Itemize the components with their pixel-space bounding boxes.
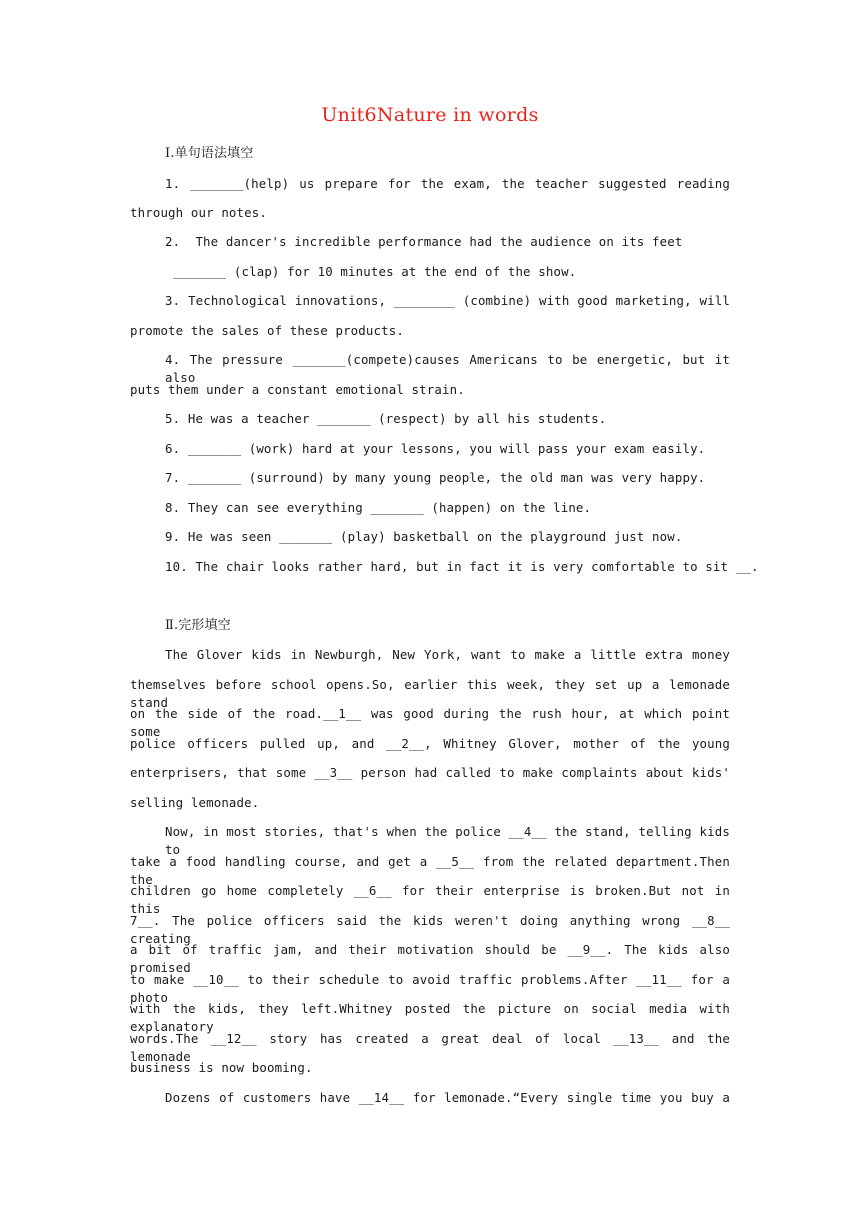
passage-line: business is now booming. [130, 1060, 313, 1075]
question-line: 10. The chair looks rather hard, but in fact it is very comfortable to sit __. [165, 559, 759, 574]
question-line: 9. He was seen _______ (play) basketball on the playground just now. [165, 529, 683, 544]
section-heading-cloze: Ⅱ.完形填空 [165, 618, 231, 633]
question-line: promote the sales of these products. [130, 323, 404, 338]
page-title: Unit6Nature in words [321, 104, 539, 126]
passage-line: selling lemonade. [130, 795, 260, 810]
passage-line: themselves before school opens.So, earlier this week, they set up a lemonade stand [130, 677, 730, 710]
section-heading-grammar: Ⅰ.单句语法填空 [165, 146, 254, 161]
question-line: 4. The pressure _______(compete)causes Americans to be energetic, but it also [165, 352, 730, 385]
passage-line: 7__. The police officers said the kids weren't doing anything wrong __8__ creating [130, 913, 730, 946]
passage-line: with the kids, they left.Whitney posted the picture on social media with explanatory [130, 1001, 730, 1034]
question-line: 6. _______ (work) hard at your lessons, you will pass your exam easily. [165, 441, 706, 456]
passage-line: Now, in most stories, that's when the police __4__ the stand, telling kids to [165, 824, 730, 857]
passage-line: Dozens of customers have __14__ for lemonade.“Every single time you buy a [165, 1090, 730, 1105]
question-line: 7. _______ (surround) by many young people, the old man was very happy. [165, 470, 706, 485]
question-line: 1. _______(help) us prepare for the exam, the teacher suggested reading [165, 176, 730, 191]
question-line: 3. Technological innovations, ________ (combine) with good marketing, will [165, 293, 730, 308]
passage-line: children go home completely __6__ for their enterprise is broken.But not in this [130, 883, 730, 916]
passage-line: to make __10__ to their schedule to avoid traffic problems.After __11__ for a photo [130, 972, 730, 1005]
passage-line: on the side of the road.__1__ was good during the rush hour, at which point some [130, 706, 730, 739]
passage-line: a bit of traffic jam, and their motivation should be __9__. The kids also promised [130, 942, 730, 975]
question-line: puts them under a constant emotional strain. [130, 382, 465, 397]
passage-line: take a food handling course, and get a __5__ from the related department.Then the [130, 854, 730, 887]
passage-line: The Glover kids in Newburgh, New York, want to make a little extra money [165, 647, 730, 662]
question-line: 5. He was a teacher _______ (respect) by all his students. [165, 411, 607, 426]
question-line: 8. They can see everything _______ (happen) on the line. [165, 500, 592, 515]
question-line: through our notes. [130, 205, 267, 220]
passage-line: words.The __12__ story has created a great deal of local __13__ and the lemonade [130, 1031, 730, 1064]
question-line: _______ (clap) for 10 minutes at the end of the show. [173, 264, 577, 279]
passage-line: police officers pulled up, and __2__, Whitney Glover, mother of the young [130, 736, 730, 751]
passage-line: enterprisers, that some __3__ person had called to make complaints about kids' [130, 765, 730, 780]
question-line: 2. The dancer's incredible performance had the audience on its feet [165, 234, 683, 249]
